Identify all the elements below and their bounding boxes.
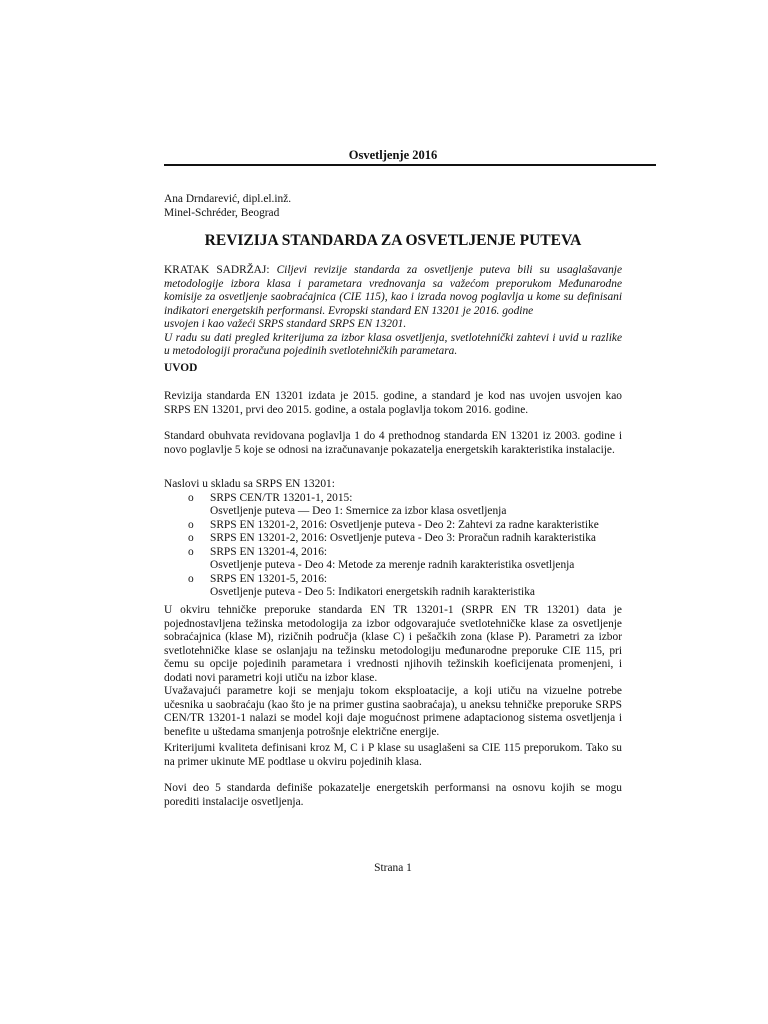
bullet-icon: o (188, 491, 194, 504)
bullet-icon: o (188, 532, 194, 544)
list-item (164, 492, 622, 519)
author-affiliation: Minel-Schréder, Beograd (164, 206, 280, 219)
abstract-text: Ciljevi revizije standarda za osvetljenje puteva bili su usaglašavanje metodologije izbora klasa i parametara vrednovanja sa važećom preporukom Međunarodne komisije za osvetljenje saobraćajnica (CIE 115), kao i izrada novog poglavlja u kome su definisani indikatori energetskih performansi. Evropski standard EN 13201 je 2016. godine (164, 264, 622, 317)
paragraph-4: Uvažavajući parametre koji se menjaju tokom eksploatacije, a koji utiču na vizuelne potrebe učesnika u saobraćaju (kao što je na primer gustina saobraćaja), u aneksu tehničke preporuke SRPS CEN/TR 13201-1 nalazi se model koji daje mogućnost primene adaptacionog sistema osvetljenja i benefite u uštedama smanjenja potrošnje električne energije. (164, 685, 622, 738)
paragraph-2: Standard obuhvata revidovana poglavlja 1 do 4 prethodnog standarda EN 13201 iz 2003. godine i novo poglavlje 5 koje se odnosi na izračunavanje pokazatelja energetskih karakteristika instalacije. (164, 430, 622, 456)
list-item-line-2: Osvetljenje puteva - Deo 5: Indikatori energetskih radnih karakteristika (210, 586, 535, 598)
author-block (164, 193, 291, 220)
bullet-icon: o (188, 545, 194, 558)
list-item-line-1: SRPS EN 13201-2, 2016: Osvetljenje puteva - Deo 3: Proračun radnih karakteristika (210, 532, 596, 544)
standards-list (164, 478, 622, 600)
section-heading-uvod: UVOD (164, 362, 198, 374)
author-name: Ana Drndarević, dipl.el.inž. (164, 193, 292, 205)
list-intro: Naslovi u skladu sa SRPS EN 13201: (164, 478, 335, 490)
paper-title: REVIZIJA STANDARDA ZA OSVETLJENJE PUTEVA (204, 232, 582, 249)
list-item (164, 519, 622, 533)
bullet-icon: o (188, 572, 194, 585)
list-item-line-1: SRPS CEN/TR 13201-1, 2015: (210, 491, 353, 504)
list-item-line-2: Osvetljenje puteva — Deo 1: Smernice za izbor klasa osvetljenja (210, 505, 507, 517)
abstract (164, 264, 622, 359)
bullet-icon: o (188, 518, 194, 531)
paragraph-1: Revizija standarda EN 13201 izdata je 2015. godine, a standard je kod nas uvojen usvojen kao SRPS EN 13201, prvi deo 2015. godine, a ostala poglavlja tokom 2016. godine. (164, 390, 622, 416)
list-item-line-2: Osvetljenje puteva - Deo 4: Metode za merenje radnih karakteristika osvetljenja (210, 559, 575, 571)
list-items (164, 492, 622, 600)
paragraph-6: Novi deo 5 standarda definiše pokazatelje energetskih performansi na osnovu kojih se mogu porediti instalacije osvetljenja. (164, 782, 622, 808)
abstract-line-2: usvojen i kao važeći SRPS standard SRPS EN 13201. (164, 318, 407, 330)
paragraph-3: U okviru tehničke preporuke standarda EN TR 13201-1 (SRPR EN TR 13201) data je pojednostavljena težinska metodologija za izbor odgovarajuće svetlotehničke klase za osvetljenje sobraćajnica (klase M), rizičnih područja (klase C) i pešačkih zona (klase P). Parametri za izbor svetlotehničke klase se oslanjaju na težinsku metodologiju međunarodne preporuke CIE 115, pri čemu su opcije pojedinih parametara i vrednosti njihovih težinskih koeficijenata promenjeni, i dodati novi parametri koji utiču na izbor klase. (164, 604, 622, 684)
list-item-line-1: SRPS EN 13201-2, 2016: Osvetljenje puteva - Deo 2: Zahtevi za radne karakteristike (210, 518, 599, 531)
running-header: Osvetljenje 2016 (348, 148, 438, 162)
abstract-line-3: U radu su dati pregled kriterijuma za izbor klasa osvetljenja, svetlotehnički zahtevi i uvid u razlike u metodologiji proračuna pojedinih svetlotehničkih parametara. (164, 331, 622, 357)
list-item-line-1: SRPS EN 13201-5, 2016: (210, 572, 328, 585)
header-rule (164, 164, 656, 166)
list-item (164, 532, 622, 546)
list-item (164, 546, 622, 573)
list-item (164, 573, 622, 600)
list-item-line-1: SRPS EN 13201-4, 2016: (210, 545, 328, 558)
paragraph-5: Kriterijumi kvaliteta definisani kroz M, C i P klase su usaglašeni sa CIE 115 preporukom. Tako su na primer ukinute ME podtlase u okviru pojedinih klasa. (164, 742, 622, 768)
page-number: Strana 1 (374, 862, 412, 874)
abstract-label: KRATAK SADRŽAJ: (164, 264, 270, 276)
